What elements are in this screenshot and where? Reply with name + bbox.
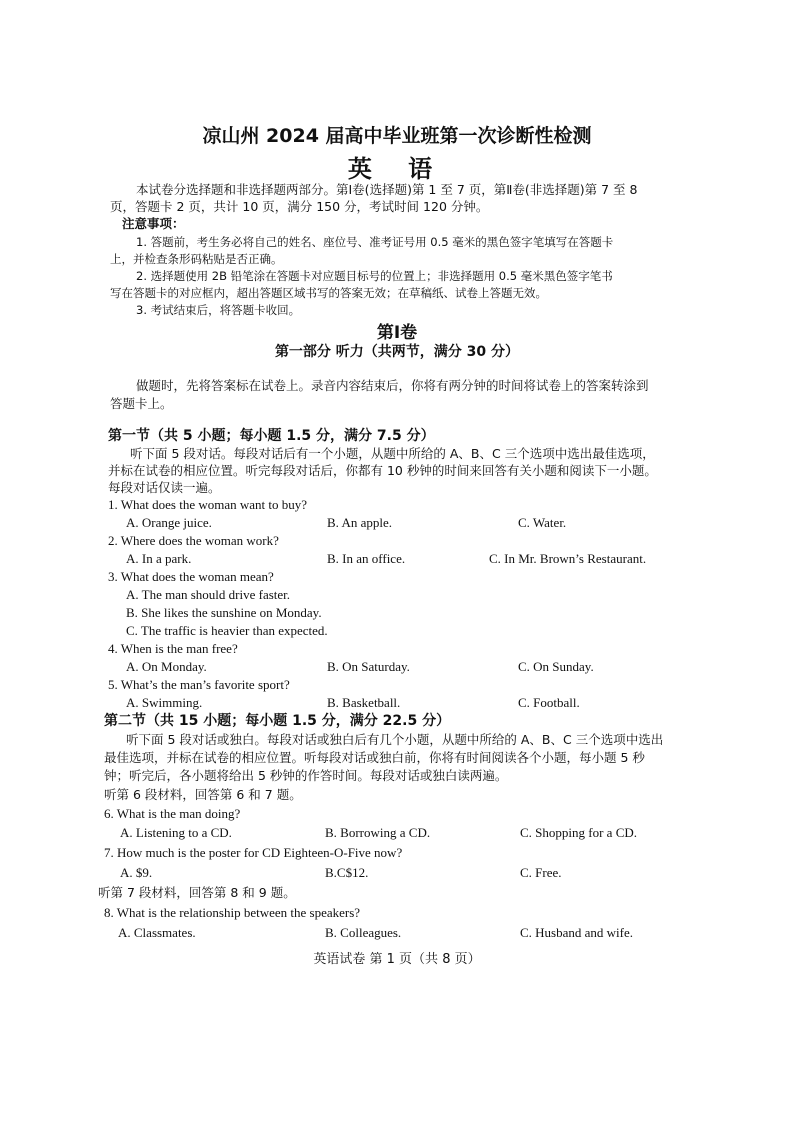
section-instruction: 最佳选项，并标在试卷的相应位置。听每段对话或独白前，你将有时间阅读各个小题，每小题 5 秒 bbox=[104, 750, 645, 765]
question-stem: 1. What does the woman want to buy? bbox=[108, 497, 308, 512]
material-heading: 听第 6 段材料，回答第 6 和 7 题。 bbox=[104, 787, 302, 802]
option-b: B. She likes the sunshine on Monday. bbox=[126, 605, 322, 620]
section-title: 第一节（共 5 小题；每小题 1.5 分，满分 7.5 分） bbox=[108, 428, 435, 444]
intro-line: 页，答题卡 2 页，共计 10 页，满分 150 分，考试时间 120 分钟。 bbox=[110, 199, 489, 214]
option-a: A. $9. bbox=[120, 865, 153, 880]
part-instruction: 答题卡上。 bbox=[110, 396, 173, 411]
option-c: C. Shopping for a CD. bbox=[520, 825, 637, 840]
section-instruction: 听下面 5 段对话。每段对话后有一个小题，从题中所给的 A、B、C 三个选项中选出最佳选项， bbox=[130, 446, 655, 461]
question-stem: 7. How much is the poster for CD Eighteen-O-Five now? bbox=[104, 845, 403, 860]
part-instruction: 做题时，先将答案标在试卷上。录音内容结束后，你将有两分钟的时间将试卷上的答案转涂到 bbox=[136, 378, 649, 393]
option-a: A. In a park. bbox=[126, 551, 192, 566]
intro-line: 本试卷分选择题和非选择题两部分。第Ⅰ卷(选择题)第 1 至 7 页，第Ⅱ卷(非选择题)第 7 至 8 bbox=[136, 182, 638, 197]
question-stem: 2. Where does the woman work? bbox=[108, 533, 279, 548]
question-stem: 4. When is the man free? bbox=[108, 641, 238, 656]
option-c: C. On Sunday. bbox=[518, 659, 594, 674]
question-stem: 5. What’s the man’s favorite sport? bbox=[108, 677, 290, 692]
notice-item: 3. 考试结束后，将答题卡收回。 bbox=[136, 303, 301, 317]
volume-title: 第Ⅰ卷 bbox=[376, 323, 418, 343]
notice-item: 2. 选择题使用 2B 铅笔涂在答题卡对应题目标号的位置上；非选择题用 0.5 毫米黑色签字笔书 bbox=[136, 269, 613, 283]
option-c: C. Free. bbox=[520, 865, 562, 880]
section-instruction: 听下面 5 段对话或独白。每段对话或独白后有几个小题，从题中所给的 A、B、C 三个选项中选出 bbox=[126, 732, 664, 747]
section-instruction: 钟；听完后，各小题将给出 5 秒钟的作答时间。每段对话或独白读两遍。 bbox=[104, 768, 508, 783]
option-b: B. On Saturday. bbox=[327, 659, 410, 674]
notice-item: 写在答题卡的对应框内，超出答题区域书写的答案无效；在草稿纸、试卷上答题无效。 bbox=[110, 286, 547, 300]
option-c: C. Football. bbox=[518, 695, 580, 710]
option-a: A. The man should drive faster. bbox=[126, 587, 291, 602]
page-footer: 英语试卷 第 1 页（共 8 页） bbox=[313, 952, 481, 967]
option-b: B. Borrowing a CD. bbox=[325, 825, 431, 840]
section-instruction: 每段对话仅读一遍。 bbox=[108, 480, 221, 495]
question-stem: 3. What does the woman mean? bbox=[108, 569, 274, 584]
option-b: B. Colleagues. bbox=[325, 925, 402, 940]
section-instruction: 并标在试卷的相应位置。听完每段对话后，你都有 10 秒钟的时间来回答有关小题和阅读下一小题。 bbox=[108, 463, 657, 478]
notice-item: 1. 答题前，考生务必将自己的姓名、座位号、准考证号用 0.5 毫米的黑色签字笔填写在答题卡 bbox=[136, 235, 614, 249]
notice-item: 上，并检查条形码粘贴是否正确。 bbox=[110, 252, 283, 266]
option-c: C. In Mr. Brown’s Restaurant. bbox=[489, 551, 647, 566]
notice-title: 注意事项： bbox=[122, 216, 185, 231]
material-heading: 听第 7 段材料，回答第 8 和 9 题。 bbox=[98, 885, 296, 900]
option-c: C. Water. bbox=[518, 515, 567, 530]
option-c: C. The traffic is heavier than expected. bbox=[126, 623, 328, 638]
question-stem: 6. What is the man doing? bbox=[104, 806, 241, 821]
option-b: B. In an office. bbox=[327, 551, 406, 566]
option-a: A. On Monday. bbox=[126, 659, 207, 674]
option-c: C. Husband and wife. bbox=[520, 925, 634, 940]
exam-title: 凉山州 2024 届高中毕业班第一次诊断性检测 bbox=[202, 125, 592, 147]
option-a: A. Listening to a CD. bbox=[120, 825, 232, 840]
part-title: 第一部分 听力（共两节，满分 30 分） bbox=[274, 344, 520, 360]
option-a: A. Swimming. bbox=[126, 695, 203, 710]
option-a: A. Orange juice. bbox=[126, 515, 212, 530]
subject-title: 英 语 bbox=[347, 155, 447, 183]
section-title: 第二节（共 15 小题；每小题 1.5 分，满分 22.5 分） bbox=[104, 713, 451, 729]
option-b: B. Basketball. bbox=[327, 695, 401, 710]
question-stem: 8. What is the relationship between the speakers? bbox=[104, 905, 361, 920]
option-b: B. An apple. bbox=[327, 515, 392, 530]
option-b: B.C$12. bbox=[325, 865, 369, 880]
option-a: A. Classmates. bbox=[118, 925, 196, 940]
